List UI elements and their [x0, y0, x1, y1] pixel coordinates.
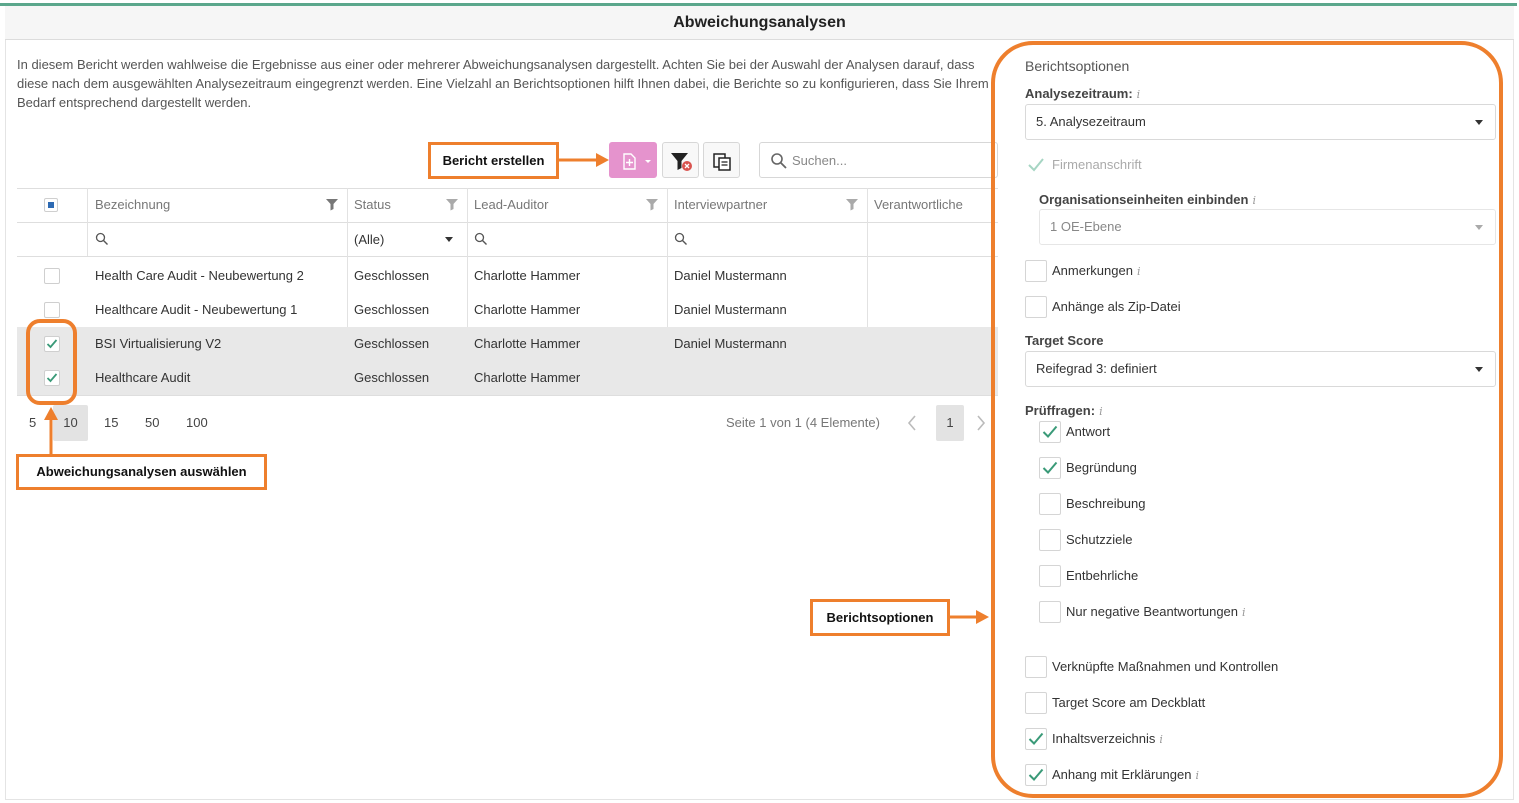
period-label-text: Analysezeitraum:	[1025, 86, 1133, 101]
page-info: Seite 1 von 1 (4 Elemente)	[726, 415, 880, 430]
intro-text: In diesem Bericht werden wahlweise die Ergebnisse aus einer oder mehrerer Abweichungsanalysen dargestellt. Achten Sie bei der Auswahl der Analysen darauf, dass diese nach dem ausgewählten Analysezeitraum eingegrenzt werden. Eine Vielzahl an Berichtsoptionen hilft Ihnen dabei, die Berichte so zu konfigurieren, dass Sie Ihrem Bedarf entsprechend dargestellt werden.	[17, 57, 989, 110]
column-header-verantwortliche[interactable]: Verantwortliche	[874, 197, 963, 212]
chevron-down-icon[interactable]	[445, 237, 453, 242]
export-button[interactable]	[703, 142, 740, 178]
info-icon[interactable]: i	[1159, 733, 1163, 746]
chevron-left-icon[interactable]	[906, 414, 918, 432]
table-row[interactable]	[17, 259, 998, 293]
cell-interviewpartner: Daniel Mustermann	[674, 336, 787, 351]
column-filter-icon[interactable]	[445, 197, 459, 211]
column-filter-icon[interactable]	[645, 197, 659, 211]
cell-status: Geschlossen	[354, 370, 430, 385]
appendix-label: Anhang mit Erklärungen	[1052, 767, 1192, 782]
cell-name: Healthcare Audit	[95, 370, 191, 385]
options-highlight-ring	[991, 41, 1503, 798]
org-units-label-text: Organisationseinheiten einbinden	[1039, 192, 1249, 207]
table-row[interactable]	[17, 361, 998, 395]
column-header-interviewpartner[interactable]: Interviewpartner	[674, 197, 768, 212]
grid-line	[87, 188, 88, 256]
selection-highlight-ring	[26, 319, 77, 405]
grid-line	[17, 256, 998, 257]
column-header-lead-auditor[interactable]: Lead-Auditor	[474, 197, 549, 212]
cell-name: BSI Virtualisierung V2	[95, 336, 222, 351]
callout-report-options: Berichtsoptionen	[810, 599, 950, 636]
target-score-cover-label: Target Score am Deckblatt	[1052, 695, 1206, 710]
table-row[interactable]	[17, 293, 998, 327]
column-filter-icon[interactable]	[845, 197, 859, 211]
page-size-15[interactable]: 15	[104, 415, 119, 430]
cell-name: Health Care Audit - Neubewertung 2	[95, 268, 304, 283]
file-plus-icon	[610, 143, 658, 179]
cell-lead-auditor: Charlotte Hammer	[474, 336, 581, 351]
page-size-10[interactable]: 10	[53, 405, 88, 441]
select-all-checkbox[interactable]	[44, 198, 58, 212]
period-select-value: 5. Analysezeitraum	[1036, 114, 1146, 129]
cell-lead-auditor: Charlotte Hammer	[474, 268, 581, 283]
info-icon[interactable]: i	[1136, 265, 1141, 278]
callout-select-analyses: Abweichungsanalysen auswählen	[16, 454, 267, 490]
question-label: Entbehrliche	[1066, 568, 1139, 583]
column-filter-icon[interactable]	[325, 197, 339, 211]
clear-filter-button[interactable]	[662, 142, 699, 178]
page-number-button[interactable]: 1	[936, 405, 964, 441]
company-address-label: Firmenanschrift	[1052, 157, 1142, 172]
question-label: Nur negative Beantwortungen	[1066, 604, 1239, 619]
info-icon[interactable]: i	[1195, 769, 1200, 782]
status-filter-select[interactable]: (Alle)	[354, 232, 385, 247]
remarks-label: Anmerkungen	[1052, 263, 1133, 278]
row-checkbox[interactable]	[44, 302, 60, 318]
cell-interviewpartner: Daniel Mustermann	[674, 302, 787, 317]
page-size-5[interactable]: 5	[29, 415, 37, 430]
options-title: Berichtsoptionen	[1025, 58, 1130, 74]
question-label: Beschreibung	[1066, 496, 1146, 511]
question-label: Begründung	[1066, 460, 1137, 475]
cell-interviewpartner: Daniel Mustermann	[674, 268, 787, 283]
filter-clear-icon	[663, 143, 700, 179]
cell-lead-auditor: Charlotte Hammer	[474, 302, 581, 317]
org-units-select-value: 1 OE-Ebene	[1050, 219, 1122, 234]
analyses-grid	[17, 188, 998, 396]
info-icon[interactable]: i	[1136, 88, 1141, 101]
linked-measures-label: Verknüpfte Maßnahmen und Kontrollen	[1052, 659, 1279, 674]
cell-status: Geschlossen	[354, 268, 430, 283]
page-title: Abweichungsanalysen	[5, 6, 1514, 40]
create-report-button[interactable]	[609, 142, 657, 178]
cell-lead-auditor: Charlotte Hammer	[474, 370, 581, 385]
export-icon	[704, 143, 741, 179]
questions-label-text: Prüffragen:	[1025, 403, 1096, 418]
grid-line	[17, 395, 998, 396]
indeterminate-mark	[48, 202, 54, 208]
question-label: Antwort	[1066, 424, 1111, 439]
search-input[interactable]	[792, 151, 987, 169]
search-icon	[674, 232, 688, 246]
question-label: Schutzziele	[1066, 532, 1133, 547]
toc-label: Inhaltsverzeichnis	[1052, 731, 1156, 746]
page-size-100[interactable]: 100	[186, 415, 208, 430]
cell-status: Geschlossen	[354, 302, 430, 317]
column-header-status[interactable]: Status	[354, 197, 391, 212]
chevron-right-icon[interactable]	[975, 414, 987, 432]
table-row[interactable]	[17, 327, 998, 361]
grid-line	[17, 222, 998, 223]
search-icon	[474, 232, 488, 246]
column-header-name[interactable]: Bezeichnung	[95, 197, 171, 212]
info-icon[interactable]: i	[1252, 194, 1257, 207]
page-size-50[interactable]: 50	[145, 415, 160, 430]
cell-status: Geschlossen	[354, 336, 430, 351]
attachments-zip-label: Anhänge als Zip-Datei	[1052, 299, 1181, 314]
row-checkbox[interactable]	[44, 268, 60, 284]
target-score-select-value: Reifegrad 3: definiert	[1036, 361, 1157, 376]
info-icon[interactable]: i	[1099, 405, 1103, 418]
info-icon[interactable]: i	[1242, 606, 1246, 619]
cell-name: Healthcare Audit - Neubewertung 1	[95, 302, 298, 317]
target-score-label: Target Score	[1025, 333, 1104, 348]
callout-create-report: Bericht erstellen	[428, 142, 559, 179]
search-icon	[770, 152, 788, 170]
search-box[interactable]	[759, 142, 998, 178]
search-icon	[95, 232, 109, 246]
